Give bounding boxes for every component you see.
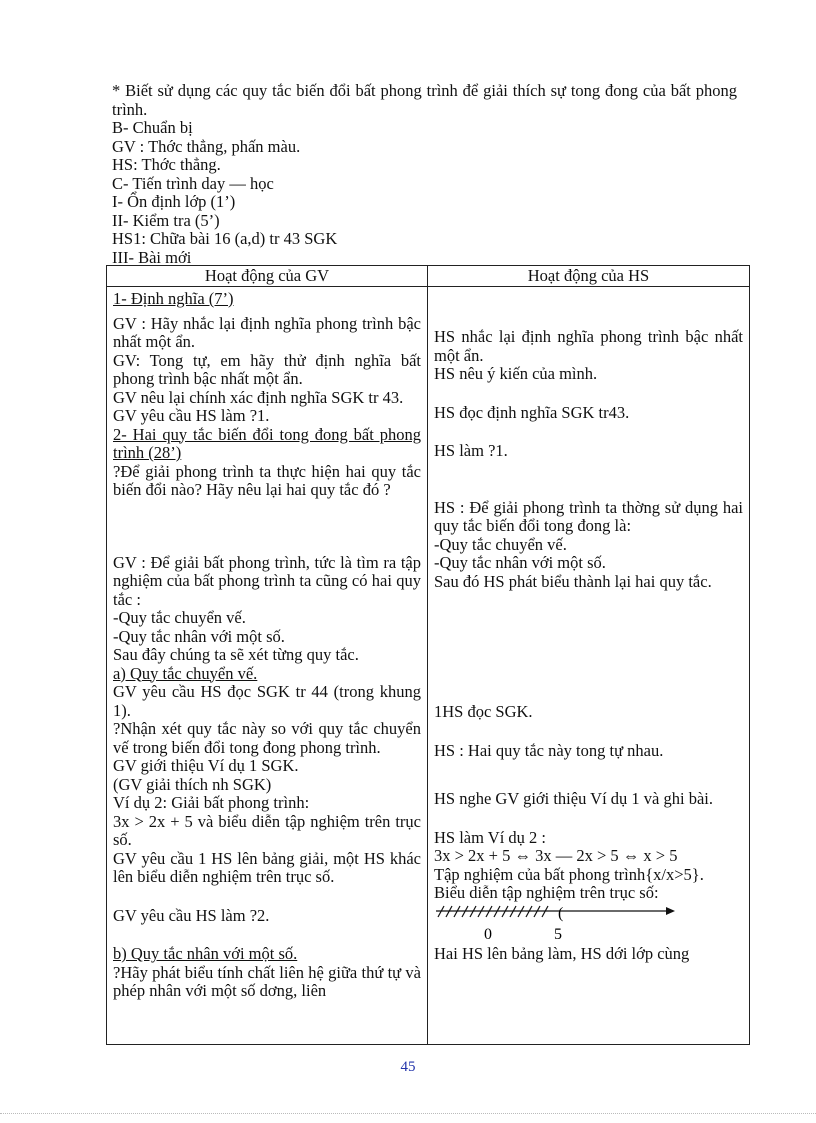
hs-line: Tập nghiệm của bất phong trình{x/x>5}. xyxy=(434,864,704,884)
gv-line: (GV giải thích nh SGK) xyxy=(113,774,272,794)
svg-text:(: ( xyxy=(558,904,564,922)
section-definition: 1- Định nghĩa (7’) xyxy=(113,289,234,308)
gv-line: -Quy tắc chuyển vế. xyxy=(113,608,246,627)
axis-zero-label: 0 xyxy=(484,925,492,943)
student-prep: HS: Thớc thẳng. xyxy=(112,155,221,174)
header-student: Hoạt động của HS xyxy=(428,266,750,287)
hs-line: HS nghe GV giới thiệu Ví dụ 1 và ghi bài. xyxy=(434,789,713,808)
gv-line: GV yêu cầu HS làm ?1. xyxy=(113,406,270,425)
hs-line: -Quy tắc chuyển vế. xyxy=(434,534,567,554)
gv-line: GV yêu cầu 1 HS lên bảng giải, một HS khác lên biểu diễn nghiệm trên trục số. xyxy=(113,848,421,886)
gv-line: ?Hãy phát biểu tính chất liên hệ giữa thứ tự và phép nhân với một số dơng, liên xyxy=(113,962,421,1000)
gv-line: GV yêu cầu HS đọc SGK tr 44 (trong khung 1). xyxy=(113,682,421,720)
gv-line: Sau đây chúng ta sẽ xét từng quy tắc. xyxy=(113,645,359,664)
gv-line: GV giới thiệu Ví dụ 1 SGK. xyxy=(113,756,299,775)
hs-line: HS làm Ví dụ 2 : xyxy=(434,827,546,847)
step-3: III- Bài mới xyxy=(112,247,192,267)
gv-line: GV nêu lại chính xác định nghĩa SGK tr 43. xyxy=(113,387,404,407)
gv-line: GV yêu cầu HS làm ?2. xyxy=(113,905,270,925)
hs-line: 3x > 2x + 5 ⇔ 3x — 2x > 5 ⇔ x > 5 xyxy=(434,846,678,865)
teacher-prep: GV : Thớc thẳng, phấn màu. xyxy=(112,136,301,156)
gv-line: -Quy tắc nhân với một số. xyxy=(113,626,285,646)
hs-line: -Quy tắc nhân với một số. xyxy=(434,553,606,572)
gv-line: GV : Để giải bất phong trình, tức là tìm ra tập nghiệm của bất phong trình ta cũng có hai quy tắc : xyxy=(113,552,421,609)
teacher-column xyxy=(107,287,428,1045)
header-teacher: Hoạt động của GV xyxy=(107,266,428,287)
section-c-title: C- Tiến trình day — học xyxy=(112,173,274,193)
section-two-rules: 2- Hai quy tắc biến đổi tong đong bất phong trình (28’) xyxy=(113,424,421,462)
hs-line: HS : Hai quy tắc này tong tự nhau. xyxy=(434,740,664,760)
hs-line: HS nhắc lại định nghĩa phong trình bậc nhất một ẩn. xyxy=(434,327,743,365)
student-column xyxy=(428,287,750,1045)
hs-line: Biểu diễn tập nghiệm trên trục số: xyxy=(434,883,659,902)
gv-line: GV: Tong tự, em hãy thử định nghĩa bất phong trình bậc nhất một ẩn. xyxy=(113,350,421,388)
intro-section xyxy=(112,82,737,267)
rule-b-title: b) Quy tắc nhân với một số. xyxy=(113,944,298,963)
gv-line: ?Để giải phong trình ta thực hiện hai quy tắc biến đổi nào? Hãy nêu lại hai quy tắc đó ? xyxy=(113,461,421,499)
number-line xyxy=(434,903,684,945)
hs-line: Hai HS lên bảng làm, HS dới lớp cùng xyxy=(434,943,690,963)
axis-five-label: 5 xyxy=(554,925,562,943)
hs-line: HS đọc định nghĩa SGK tr43. xyxy=(434,402,630,422)
hs-line: 1HS đọc SGK. xyxy=(434,702,533,721)
gv-line: Ví dụ 2: Giải bất phong trình: xyxy=(113,793,310,812)
page-bottom-border xyxy=(0,1113,816,1114)
number-line-graphic xyxy=(434,903,684,945)
page-number: 45 xyxy=(400,1059,416,1075)
objective-line: * Biết sử dụng các quy tắc biến đổi bất phong trình để giải thích sự tong đong của bất phong trình. xyxy=(112,81,737,119)
rule-a-title: a) Quy tắc chuyển vế. xyxy=(113,663,258,683)
step-2: II- Kiểm tra (5’) xyxy=(112,210,220,230)
gv-line: GV : Hãy nhắc lại định nghĩa phong trình bậc nhất một ẩn. xyxy=(113,313,421,351)
gv-line: ?Nhận xét quy tắc này so với quy tắc chuyển vế trong biến đổi tong đong phong trình. xyxy=(113,719,421,757)
activity-table xyxy=(106,265,750,1045)
hs-line: HS nêu ý kiến của mình. xyxy=(434,364,598,383)
step-1: I- Ổn định lớp (1’) xyxy=(112,192,236,211)
hs-line: HS làm ?1. xyxy=(434,441,508,460)
gv-line: 3x > 2x + 5 và biểu diễn tập nghiệm trên trục số. xyxy=(113,811,421,849)
section-b-title: B- Chuẩn bị xyxy=(112,118,193,137)
hs-line: HS : Để giải phong trình ta thờng sử dụng hai quy tắc biến đổi tong đong là: xyxy=(434,497,743,535)
hs-line: Sau đó HS phát biểu thành lại hai quy tắc. xyxy=(434,571,712,591)
homework-check: HS1: Chữa bài 16 (a,d) tr 43 SGK xyxy=(112,229,338,248)
